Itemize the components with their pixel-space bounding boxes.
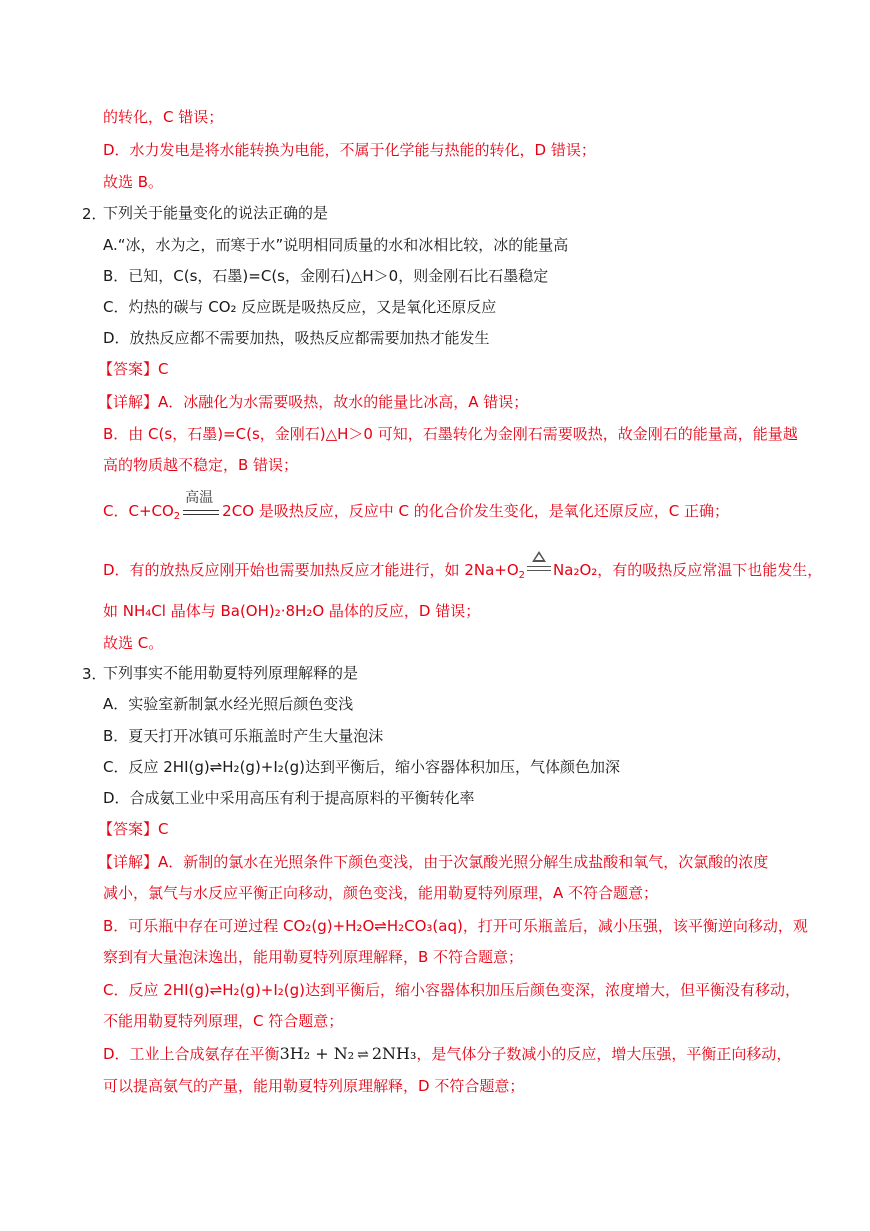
q2-option-b: B．已知，C(s，石墨)=C(s，金刚石)△H＞0，则金刚石比石墨稳定 <box>103 267 549 285</box>
q3-detail-a-line1: 【详解】A．新制的氯水在光照条件下颜色变浅，由于次氯酸光照分解生成盐酸和氧气，次氯酸的浓度 <box>98 853 769 871</box>
q3-option-d: D．合成氨工业中采用高压有利于提高原料的平衡转化率 <box>103 789 475 807</box>
formula-lhs: 3H₂ + N₂ <box>279 1044 355 1063</box>
q3-option-b: B．夏天打开冰镇可乐瓶盖时产生大量泡沫 <box>103 727 384 745</box>
q3-detail-c-line2: 不能用勒夏特列原理，C 符合题意； <box>103 1012 344 1030</box>
q3-detail-b-line2: 察到有大量泡沫逸出，能用勒夏特列原理解释，B 不符合题意； <box>103 948 524 966</box>
q2-detail-d-pre: D．有的放热反应刚开始也需要加热反应才能进行，如 2Na+O <box>103 561 519 579</box>
q2-number: 2． <box>82 205 107 223</box>
heating-triangle-icon <box>525 561 553 581</box>
intro-line-1: 的转化，C 错误； <box>103 108 224 126</box>
intro-line-2: D．水力发电是将水能转换为电能，不属于化学能与热能的转化，D 错误； <box>103 141 596 159</box>
intro-line-3: 故选 B。 <box>103 173 164 191</box>
high-temp-label: 高温 <box>185 489 214 506</box>
q3-detail-d-pre: D．工业上合成氨存在平衡 <box>103 1045 280 1063</box>
reaction-condition-high-temp <box>181 489 221 522</box>
q3-option-a: A．实验室新制氯水经光照后颜色变浅 <box>103 695 354 713</box>
q3-detail-d-post: ，是气体分子数减小的反应，增大压强，平衡正向移动， <box>416 1045 792 1063</box>
q3-number: 3． <box>82 665 107 683</box>
q3-option-c: C．反应 2HI(g)⇌H₂(g)+I₂(g)达到平衡后，缩小容器体积加压，气体颜色加深 <box>103 758 621 776</box>
q2-stem: 下列关于能量变化的说法正确的是 <box>103 204 329 222</box>
q3-detail-c-line1: C．反应 2HI(g)⇌H₂(g)+I₂(g)达到平衡后，缩小容器体积加压后颜色变深，浓度增大，但平衡没有移动， <box>103 981 801 999</box>
q2-detail-b-line1: B．由 C(s，石墨)=C(s，金刚石)△H＞0 可知，石墨转化为金刚石需要吸热，故金刚石的能量高，能量越 <box>103 425 798 443</box>
q2-conclusion: 故选 C。 <box>103 634 164 652</box>
formula-rhs: 2NH₃ <box>371 1044 417 1063</box>
q2-answer: 【答案】C <box>98 360 169 378</box>
q2-option-d: D．放热反应都不需要加热，吸热反应都需要加热才能发生 <box>103 329 490 347</box>
q3-detail-b-line1: B．可乐瓶中存在可逆过程 CO₂(g)+H₂O⇌H₂CO₃(aq)，打开可乐瓶盖后，减小压强，该平衡逆向移动，观 <box>103 917 808 935</box>
q2-detail-c-post: 2CO 是吸热反应，反应中 C 的化合价发生变化，是氧化还原反应，C 正确； <box>222 502 730 520</box>
q2-option-c: C．灼热的碳与 CO₂ 反应既是吸热反应，又是氧化还原反应 <box>103 298 497 316</box>
equilibrium-arrow-icon: ⇌ <box>357 1047 369 1063</box>
q2-detail-d-line1: D．有的放热反应刚开始也需要加热反应才能进行，如 $2Na+O_2$ Na₂O₂，有的吸热反应常温下也能发生， <box>103 560 822 581</box>
q3-answer: 【答案】C <box>98 820 169 838</box>
q3-stem: 下列事实不能用勒夏特列原理解释的是 <box>103 664 359 682</box>
q3-detail-a-line2: 减小，氯气与水反应平衡正向移动，颜色变浅，能用勒夏特列原理，A 不符合题意； <box>103 884 659 902</box>
ammonia-equilibrium-formula <box>280 1044 417 1063</box>
q2-detail-c: C．$C+CO_2$ 高温 2CO 是吸热反应，反应中 C 的化合价发生变化，是氧化还原反应，C 正确； <box>103 489 730 522</box>
q2-detail-a: 【详解】A．冰融化为水需要吸热，故水的能量比冰高，A 错误； <box>98 393 529 411</box>
q3-detail-d-line2: 可以提高氨气的产量，能用勒夏特列原理解释，D 不符合题意； <box>103 1077 525 1095</box>
q2-option-a: A.“冰，水为之，而寒于水”说明相同质量的水和冰相比较，冰的能量高 <box>103 236 569 254</box>
q2-detail-d-line2: 如 NH₄Cl 晶体与 Ba(OH)₂·8H₂O 晶体的反应，D 错误； <box>103 602 481 620</box>
q2-detail-c-pre: C．C+CO <box>103 502 174 520</box>
q2-detail-b-line2: 高的物质越不稳定，B 错误； <box>103 456 299 474</box>
q3-detail-d-line1 <box>103 1044 791 1065</box>
q2-detail-d-post: Na₂O₂，有的吸热反应常温下也能发生， <box>553 561 823 579</box>
